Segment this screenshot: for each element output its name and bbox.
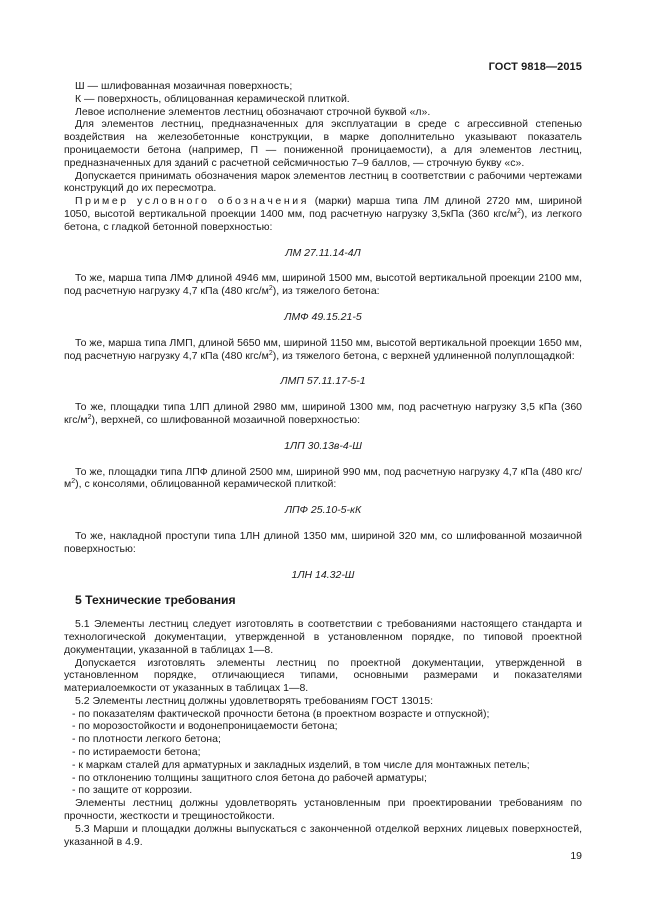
paragraph: Элементы лестниц должны удовлетворять установленным при проектировании требованиям по прочности, жесткости и трещиностойкости. bbox=[64, 797, 582, 823]
item-text-end: ), из тяжелого бетона, с верхней удлиненной полуплощадкой: bbox=[272, 349, 575, 362]
paragraph: Для элементов лестниц, предназначенных для эксплуатации в среде с агрессивной степенью воздействия на железобетонные конструкции, в марке дополнительно указывают показатель проницаемости бетона (например, П — пониженной проницаемости), а для элементов лестниц, предназначенных для зданий с расчетной сейсмичностью 7–9 баллов, — строчную букву «с». bbox=[64, 118, 582, 169]
example-paragraph bbox=[64, 195, 582, 233]
item-text: То же, площадки типа ЛПФ длиной 2500 мм, шириной 990 мм, под расчетную нагрузку 4,7 кПа (480 кгс/м bbox=[64, 465, 582, 491]
item-text: То же, марша типа ЛМФ длиной 4946 мм, шириной 1500 мм, высотой вертикальной проекции 2100 мм, под расчетную нагрузку 4,7 кПа (480 кгс/м bbox=[64, 272, 582, 298]
section-heading: 5 Технические требования bbox=[75, 593, 236, 608]
superscript: 2 bbox=[516, 207, 521, 215]
list-item: - по показателям фактической прочности бетона (в проектном возрасте и отпускной); bbox=[72, 707, 490, 720]
example-lead: Пример условного обозначения bbox=[75, 195, 309, 208]
mark-designation: ЛПФ 25.10-5-кК bbox=[284, 504, 362, 517]
item-paragraph bbox=[64, 401, 582, 427]
mark-designation: ЛМ 27.11.14-4Л bbox=[285, 246, 361, 259]
page-number: 19 bbox=[570, 850, 582, 862]
list-item: - по истираемости бетона; bbox=[72, 746, 201, 759]
page-body bbox=[64, 80, 582, 848]
paragraph: К — поверхность, облицованная керамической плиткой. bbox=[75, 92, 350, 105]
paragraph: 5.3 Марши и площадки должны выпускаться с законченной отделкой верхних лицевых поверхностей, указанной в 4.9. bbox=[64, 822, 582, 848]
list-item: - по морозостойкости и водонепроницаемости бетона; bbox=[72, 720, 338, 733]
paragraph: 5.1 Элементы лестниц следует изготовлять в соответствии с требованиями настоящего стандарта и технологической документации, утвержденной в установленном порядке, по типовой проектной документации, указанной в таблицах 1—8. bbox=[64, 618, 582, 656]
superscript: 2 bbox=[71, 478, 76, 486]
document-id: ГОСТ 9818—2015 bbox=[488, 61, 582, 73]
mark-designation: 1ЛП 30.13в-4-Ш bbox=[284, 439, 362, 452]
item-text: То же, площадки типа 1ЛП длиной 2980 мм, шириной 1300 мм, под расчетную нагрузку 3,5 кПа (360 кгс/м bbox=[64, 401, 582, 426]
item-paragraph bbox=[64, 337, 582, 363]
superscript: 2 bbox=[268, 349, 273, 357]
paragraph: Допускается принимать обозначения марок элементов лестниц в соответствии с рабочими чертежами конструкций до их пересмотра. bbox=[64, 169, 582, 195]
example-text: (марки) марша типа ЛМ длиной 2720 мм, шириной 1050, высотой вертикальной проекции 1400 мм, под расчетную нагрузку 3,5кПа (360 кгс/м bbox=[64, 195, 582, 220]
mark-designation: ЛМП 57.11.17-5-1 bbox=[280, 375, 366, 388]
item-paragraph bbox=[64, 466, 582, 492]
list-item: - по плотности легкого бетона; bbox=[72, 733, 221, 746]
item-paragraph bbox=[64, 530, 582, 556]
superscript: 2 bbox=[87, 413, 92, 421]
item-text-end: ), из тяжелого бетона: bbox=[272, 285, 380, 298]
paragraph: Допускается изготовлять элементы лестниц по проектной документации, утвержденной в установленном порядке, отличающиеся типами, основными размерами и показателями материалоемкости от указанных в таблицах 1—8. bbox=[64, 656, 582, 695]
item-text-end: ), с консолями, облицованной керамической плиткой: bbox=[75, 478, 337, 491]
example-text-end: ), из легкого бетона, с гладкой бетонной поверхностью: bbox=[64, 207, 583, 233]
list-item: - к маркам сталей для арматурных и закладных изделий, в том числе для монтажных петель; bbox=[72, 758, 530, 771]
paragraph: 5.2 Элементы лестниц должны удовлетворять требованиям ГОСТ 13015: bbox=[75, 694, 434, 707]
item-text: То же, накладной проступи типа 1ЛН длиной 1350 мм, шириной 320 мм, со шлифованной мозаичной поверхностью: bbox=[64, 529, 582, 555]
item-text: То же, марша типа ЛМП, длиной 5650 мм, шириной 1150 мм, высотой вертикальной проекции 1650 мм, под расчетную нагрузку 4,7 кПа (480 кгс/м bbox=[64, 336, 582, 362]
superscript: 2 bbox=[268, 285, 273, 293]
item-text-end: ), верхней, со шлифованной мозаичной поверхностью: bbox=[91, 413, 361, 426]
mark-designation: ЛМФ 49.15.21-5 bbox=[284, 310, 362, 323]
list-item: - по защите от коррозии. bbox=[72, 784, 193, 797]
mark-designation: 1ЛН 14.32-Ш bbox=[291, 568, 355, 581]
item-paragraph bbox=[64, 272, 582, 298]
paragraph: Ш — шлифованная мозаичная поверхность; bbox=[75, 80, 293, 92]
paragraph: Левое исполнение элементов лестниц обозначают строчной буквой «л». bbox=[75, 105, 431, 118]
list-item: - по отклонению толщины защитного слоя бетона до рабочей арматуры; bbox=[72, 771, 427, 784]
